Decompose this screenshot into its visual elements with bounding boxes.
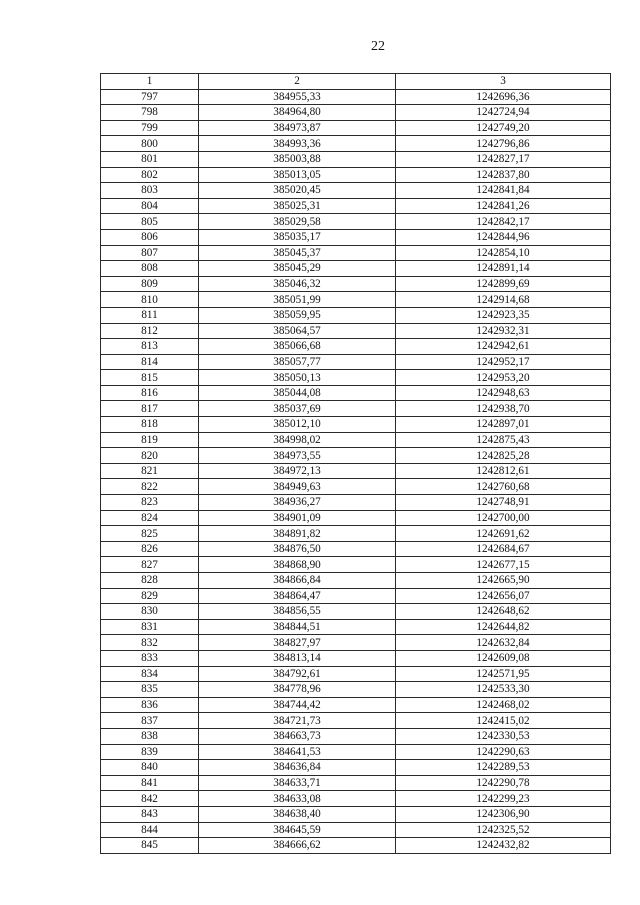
table-row xyxy=(101,245,611,261)
y-coordinate-cell: 1242841,84 xyxy=(396,183,611,199)
x-coordinate-cell: 385050,13 xyxy=(199,370,396,386)
y-coordinate-cell: 1242837,80 xyxy=(396,167,611,183)
y-coordinate-cell: 1242533,30 xyxy=(396,682,611,698)
x-coordinate-cell: 384633,71 xyxy=(199,775,396,791)
y-coordinate-cell: 1242938,70 xyxy=(396,401,611,417)
x-coordinate-cell: 385051,99 xyxy=(199,292,396,308)
y-coordinate-cell: 1242760,68 xyxy=(396,479,611,495)
point-number-cell: 805 xyxy=(101,214,199,230)
y-coordinate-cell: 1242432,82 xyxy=(396,838,611,854)
x-coordinate-cell: 384973,87 xyxy=(199,120,396,136)
point-number-cell: 797 xyxy=(101,89,199,105)
point-number-cell: 831 xyxy=(101,619,199,635)
x-coordinate-cell: 384993,36 xyxy=(199,136,396,152)
point-number-cell: 837 xyxy=(101,713,199,729)
table-row xyxy=(101,557,611,573)
y-coordinate-cell: 1242932,31 xyxy=(396,323,611,339)
coordinates-table xyxy=(100,73,611,854)
table-row xyxy=(101,775,611,791)
table-body xyxy=(101,89,611,853)
point-number-cell: 822 xyxy=(101,479,199,495)
point-number-cell: 835 xyxy=(101,682,199,698)
table-row xyxy=(101,463,611,479)
x-coordinate-cell: 385059,95 xyxy=(199,307,396,323)
column-header-1: 1 xyxy=(101,74,199,90)
x-coordinate-cell: 385045,29 xyxy=(199,261,396,277)
table-row xyxy=(101,229,611,245)
point-number-cell: 800 xyxy=(101,136,199,152)
x-coordinate-cell: 385029,58 xyxy=(199,214,396,230)
x-coordinate-cell: 384638,40 xyxy=(199,806,396,822)
x-coordinate-cell: 385066,68 xyxy=(199,339,396,355)
y-coordinate-cell: 1242942,61 xyxy=(396,339,611,355)
table-header-row xyxy=(101,74,611,90)
y-coordinate-cell: 1242875,43 xyxy=(396,432,611,448)
x-coordinate-cell: 385020,45 xyxy=(199,183,396,199)
x-coordinate-cell: 384998,02 xyxy=(199,432,396,448)
table-row xyxy=(101,588,611,604)
table-row xyxy=(101,838,611,854)
point-number-cell: 816 xyxy=(101,385,199,401)
column-header-3: 3 xyxy=(396,74,611,90)
table-row xyxy=(101,432,611,448)
y-coordinate-cell: 1242691,62 xyxy=(396,526,611,542)
table-row xyxy=(101,385,611,401)
table-row xyxy=(101,136,611,152)
y-coordinate-cell: 1242841,26 xyxy=(396,198,611,214)
point-number-cell: 823 xyxy=(101,495,199,511)
x-coordinate-cell: 385035,17 xyxy=(199,229,396,245)
table-row xyxy=(101,448,611,464)
y-coordinate-cell: 1242948,63 xyxy=(396,385,611,401)
y-coordinate-cell: 1242415,02 xyxy=(396,713,611,729)
table-row xyxy=(101,183,611,199)
y-coordinate-cell: 1242891,14 xyxy=(396,261,611,277)
table-row xyxy=(101,292,611,308)
table-row xyxy=(101,89,611,105)
y-coordinate-cell: 1242632,84 xyxy=(396,635,611,651)
x-coordinate-cell: 385013,05 xyxy=(199,167,396,183)
point-number-cell: 825 xyxy=(101,526,199,542)
y-coordinate-cell: 1242827,17 xyxy=(396,151,611,167)
y-coordinate-cell: 1242571,95 xyxy=(396,666,611,682)
x-coordinate-cell: 385057,77 xyxy=(199,354,396,370)
table-row xyxy=(101,276,611,292)
point-number-cell: 818 xyxy=(101,417,199,433)
point-number-cell: 821 xyxy=(101,463,199,479)
point-number-cell: 811 xyxy=(101,307,199,323)
x-coordinate-cell: 384744,42 xyxy=(199,697,396,713)
table-row xyxy=(101,573,611,589)
y-coordinate-cell: 1242844,96 xyxy=(396,229,611,245)
point-number-cell: 806 xyxy=(101,229,199,245)
point-number-cell: 820 xyxy=(101,448,199,464)
y-coordinate-cell: 1242290,78 xyxy=(396,775,611,791)
table-row xyxy=(101,339,611,355)
point-number-cell: 828 xyxy=(101,573,199,589)
point-number-cell: 808 xyxy=(101,261,199,277)
point-number-cell: 804 xyxy=(101,198,199,214)
x-coordinate-cell: 384721,73 xyxy=(199,713,396,729)
x-coordinate-cell: 384633,08 xyxy=(199,791,396,807)
x-coordinate-cell: 384955,33 xyxy=(199,89,396,105)
x-coordinate-cell: 384876,50 xyxy=(199,541,396,557)
point-number-cell: 819 xyxy=(101,432,199,448)
table-row xyxy=(101,479,611,495)
point-number-cell: 809 xyxy=(101,276,199,292)
y-coordinate-cell: 1242290,63 xyxy=(396,744,611,760)
table-row xyxy=(101,120,611,136)
table-row xyxy=(101,151,611,167)
point-number-cell: 832 xyxy=(101,635,199,651)
point-number-cell: 802 xyxy=(101,167,199,183)
y-coordinate-cell: 1242923,35 xyxy=(396,307,611,323)
point-number-cell: 833 xyxy=(101,650,199,666)
point-number-cell: 812 xyxy=(101,323,199,339)
x-coordinate-cell: 384891,82 xyxy=(199,526,396,542)
table-row xyxy=(101,214,611,230)
y-coordinate-cell: 1242842,17 xyxy=(396,214,611,230)
table-row xyxy=(101,682,611,698)
point-number-cell: 826 xyxy=(101,541,199,557)
point-number-cell: 817 xyxy=(101,401,199,417)
table-row xyxy=(101,822,611,838)
x-coordinate-cell: 385012,10 xyxy=(199,417,396,433)
y-coordinate-cell: 1242812,61 xyxy=(396,463,611,479)
point-number-cell: 829 xyxy=(101,588,199,604)
point-number-cell: 827 xyxy=(101,557,199,573)
x-coordinate-cell: 384972,13 xyxy=(199,463,396,479)
x-coordinate-cell: 385046,32 xyxy=(199,276,396,292)
y-coordinate-cell: 1242748,91 xyxy=(396,495,611,511)
table-row xyxy=(101,697,611,713)
y-coordinate-cell: 1242330,53 xyxy=(396,728,611,744)
table-row xyxy=(101,666,611,682)
point-number-cell: 803 xyxy=(101,183,199,199)
point-number-cell: 836 xyxy=(101,697,199,713)
x-coordinate-cell: 384792,61 xyxy=(199,666,396,682)
table-row xyxy=(101,417,611,433)
x-coordinate-cell: 384949,63 xyxy=(199,479,396,495)
point-number-cell: 838 xyxy=(101,728,199,744)
x-coordinate-cell: 384666,62 xyxy=(199,838,396,854)
y-coordinate-cell: 1242696,36 xyxy=(396,89,611,105)
table-row xyxy=(101,198,611,214)
point-number-cell: 814 xyxy=(101,354,199,370)
column-header-2: 2 xyxy=(199,74,396,90)
point-number-cell: 801 xyxy=(101,151,199,167)
table-row xyxy=(101,495,611,511)
table-row xyxy=(101,635,611,651)
table-row xyxy=(101,510,611,526)
x-coordinate-cell: 384778,96 xyxy=(199,682,396,698)
point-number-cell: 840 xyxy=(101,760,199,776)
x-coordinate-cell: 385044,08 xyxy=(199,385,396,401)
x-coordinate-cell: 384827,97 xyxy=(199,635,396,651)
table-row xyxy=(101,307,611,323)
y-coordinate-cell: 1242897,01 xyxy=(396,417,611,433)
x-coordinate-cell: 384866,84 xyxy=(199,573,396,589)
page-number: 22 xyxy=(371,39,385,54)
y-coordinate-cell: 1242749,20 xyxy=(396,120,611,136)
table-row xyxy=(101,728,611,744)
point-number-cell: 843 xyxy=(101,806,199,822)
y-coordinate-cell: 1242306,90 xyxy=(396,806,611,822)
table-row xyxy=(101,650,611,666)
x-coordinate-cell: 384663,73 xyxy=(199,728,396,744)
x-coordinate-cell: 385025,31 xyxy=(199,198,396,214)
y-coordinate-cell: 1242724,94 xyxy=(396,105,611,121)
table-row xyxy=(101,105,611,121)
point-number-cell: 810 xyxy=(101,292,199,308)
y-coordinate-cell: 1242677,15 xyxy=(396,557,611,573)
table-row xyxy=(101,760,611,776)
x-coordinate-cell: 385045,37 xyxy=(199,245,396,261)
point-number-cell: 813 xyxy=(101,339,199,355)
y-coordinate-cell: 1242289,53 xyxy=(396,760,611,776)
point-number-cell: 830 xyxy=(101,604,199,620)
y-coordinate-cell: 1242953,20 xyxy=(396,370,611,386)
table-row xyxy=(101,323,611,339)
table-row xyxy=(101,354,611,370)
x-coordinate-cell: 384864,47 xyxy=(199,588,396,604)
point-number-cell: 842 xyxy=(101,791,199,807)
table-row xyxy=(101,791,611,807)
y-coordinate-cell: 1242656,07 xyxy=(396,588,611,604)
x-coordinate-cell: 385064,57 xyxy=(199,323,396,339)
x-coordinate-cell: 385037,69 xyxy=(199,401,396,417)
y-coordinate-cell: 1242644,82 xyxy=(396,619,611,635)
table-row xyxy=(101,619,611,635)
y-coordinate-cell: 1242468,02 xyxy=(396,697,611,713)
point-number-cell: 845 xyxy=(101,838,199,854)
y-coordinate-cell: 1242825,28 xyxy=(396,448,611,464)
x-coordinate-cell: 384868,90 xyxy=(199,557,396,573)
y-coordinate-cell: 1242299,23 xyxy=(396,791,611,807)
x-coordinate-cell: 384636,84 xyxy=(199,760,396,776)
table-row xyxy=(101,604,611,620)
table-row xyxy=(101,401,611,417)
y-coordinate-cell: 1242854,10 xyxy=(396,245,611,261)
y-coordinate-cell: 1242665,90 xyxy=(396,573,611,589)
y-coordinate-cell: 1242609,08 xyxy=(396,650,611,666)
y-coordinate-cell: 1242684,67 xyxy=(396,541,611,557)
point-number-cell: 844 xyxy=(101,822,199,838)
x-coordinate-cell: 384813,14 xyxy=(199,650,396,666)
y-coordinate-cell: 1242325,52 xyxy=(396,822,611,838)
point-number-cell: 834 xyxy=(101,666,199,682)
point-number-cell: 841 xyxy=(101,775,199,791)
y-coordinate-cell: 1242952,17 xyxy=(396,354,611,370)
x-coordinate-cell: 384844,51 xyxy=(199,619,396,635)
table-row xyxy=(101,713,611,729)
table-row xyxy=(101,541,611,557)
table-row xyxy=(101,744,611,760)
point-number-cell: 815 xyxy=(101,370,199,386)
x-coordinate-cell: 384856,55 xyxy=(199,604,396,620)
x-coordinate-cell: 384973,55 xyxy=(199,448,396,464)
y-coordinate-cell: 1242914,68 xyxy=(396,292,611,308)
x-coordinate-cell: 384964,80 xyxy=(199,105,396,121)
x-coordinate-cell: 384901,09 xyxy=(199,510,396,526)
point-number-cell: 807 xyxy=(101,245,199,261)
table-row xyxy=(101,526,611,542)
point-number-cell: 799 xyxy=(101,120,199,136)
x-coordinate-cell: 384641,53 xyxy=(199,744,396,760)
x-coordinate-cell: 384645,59 xyxy=(199,822,396,838)
y-coordinate-cell: 1242648,62 xyxy=(396,604,611,620)
table-row xyxy=(101,370,611,386)
y-coordinate-cell: 1242796,86 xyxy=(396,136,611,152)
y-coordinate-cell: 1242899,69 xyxy=(396,276,611,292)
point-number-cell: 824 xyxy=(101,510,199,526)
x-coordinate-cell: 384936,27 xyxy=(199,495,396,511)
y-coordinate-cell: 1242700,00 xyxy=(396,510,611,526)
table-row xyxy=(101,261,611,277)
table-row xyxy=(101,806,611,822)
point-number-cell: 839 xyxy=(101,744,199,760)
table-row xyxy=(101,167,611,183)
point-number-cell: 798 xyxy=(101,105,199,121)
x-coordinate-cell: 385003,88 xyxy=(199,151,396,167)
